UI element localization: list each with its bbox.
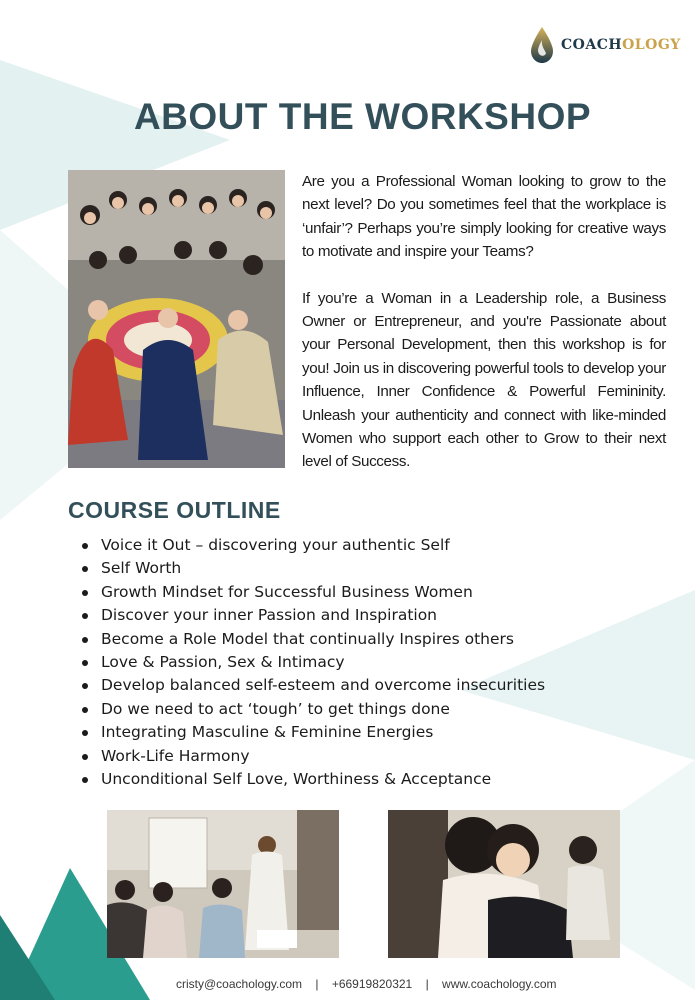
list-item: Self Worth (80, 557, 545, 580)
list-item: Work-Life Harmony (80, 745, 545, 768)
intro-paragraph-1: Are you a Professional Woman looking to grow to the next level? Do you sometimes feel that the workplace is ‘unfair’? Perhaps you’re simply looking for creative ways to motivate and inspire your Teams? (302, 173, 666, 261)
footer-email[interactable]: cristy@coachology.com (176, 977, 302, 991)
list-item: Develop balanced self-esteem and overcome insecurities (80, 674, 545, 697)
footer-contact (176, 977, 557, 991)
list-item: Unconditional Self Love, Worthiness & Acceptance (80, 768, 545, 791)
list-item: Integrating Masculine & Feminine Energies (80, 721, 545, 744)
list-item: Voice it Out – discovering your authentic Self (80, 534, 545, 557)
course-outline-title: COURSE OUTLINE (68, 497, 281, 523)
footer-separator: | (315, 977, 319, 991)
footer-separator: | (425, 977, 429, 991)
list-item: Become a Role Model that continually Inspires others (80, 628, 545, 651)
list-item: Growth Mindset for Successful Business Women (80, 581, 545, 604)
coachology-logo (527, 24, 681, 66)
page-title: ABOUT THE WORKSHOP (133, 96, 592, 137)
course-outline-list (80, 534, 545, 791)
workshop-presentation-photo (107, 810, 339, 958)
group-photo (68, 170, 285, 468)
footer-phone[interactable]: +66919820321 (331, 977, 413, 991)
logo-text-ology: OLOGY (622, 37, 681, 53)
list-item: Discover your inner Passion and Inspiration (80, 604, 545, 627)
intro-paragraph-2: If you’re a Woman in a Leadership role, a Business Owner or Entrepreneur, and you're Passionate about your Personal Development, then this workshop is for you! Join us in discovering powerful tools to develop your Influence, Inner Confidence & Powerful Femininity. Unleash your authenticity and connect with like-minded Women who support each other to Grow to their next level of Success. (302, 289, 666, 471)
footer-website[interactable]: www.coachology.com (442, 977, 557, 991)
list-item: Love & Passion, Sex & Intimacy (80, 651, 545, 674)
women-hugging-photo (388, 810, 620, 958)
intro-text (302, 170, 666, 497)
drop-logo-icon (527, 25, 557, 65)
logo-wordmark (561, 37, 681, 53)
list-item: Do we need to act ‘tough’ to get things done (80, 698, 545, 721)
logo-text-coach: COACH (561, 37, 623, 53)
